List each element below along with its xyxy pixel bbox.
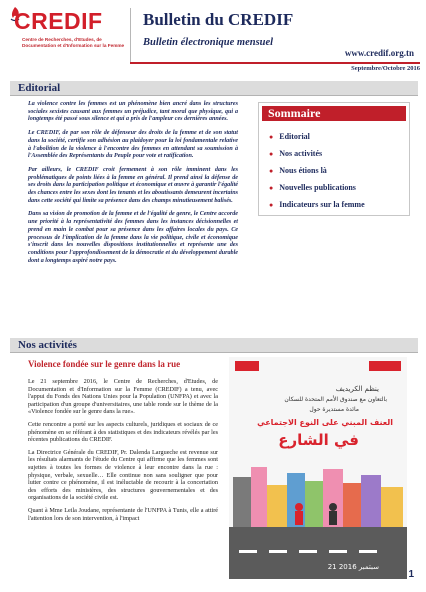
bullet-icon: ● xyxy=(269,201,274,209)
poster-line1: ينظم الكريديف xyxy=(335,385,379,393)
sommaire-item-etions-la[interactable] xyxy=(269,166,365,183)
sommaire-item-indicateurs[interactable] xyxy=(269,200,365,217)
bulletin-title: Bulletin du CREDIF xyxy=(143,10,294,29)
activites-body xyxy=(28,378,218,527)
bullet-icon: ● xyxy=(269,167,274,175)
poster-title1: العنف المبني على النوع الاجتماعي xyxy=(257,418,393,427)
article-title: Violence fondée sur le genre dans la rue xyxy=(28,359,181,369)
editorial-body xyxy=(28,101,238,271)
credif-poster-logo-icon xyxy=(369,361,401,371)
activites-section-bar xyxy=(10,338,418,353)
poster-line2: بالتعاون مع صندوق الأمم المتحدة للسكان xyxy=(284,396,387,403)
editorial-heading: Editorial xyxy=(18,82,61,94)
article-paragraph: Cette rencontre a porté sur les aspects culturels, juridiques et sociaux de ce phénomène en se référant à des statistiques et des indicateurs révélés par les récentes publications du CREDIF. xyxy=(28,420,218,444)
bullet-icon: ● xyxy=(269,133,274,141)
page-number: 1 xyxy=(408,569,414,580)
issue-date: Septembre/Octobre 2016 xyxy=(351,65,420,72)
poster-line3: مائدة مستديرة حول xyxy=(309,406,359,413)
sommaire-item-activites[interactable] xyxy=(269,149,365,166)
issue-dateline xyxy=(130,62,420,74)
sommaire-item-label: Nos activités xyxy=(279,149,323,158)
header-divider xyxy=(130,8,131,62)
bulletin-header xyxy=(0,0,426,72)
editorial-paragraph: Par ailleurs, le CREDIF croit fermement à son rôle imminent dans les problématiques de points liées à la femme en général. Il prend ainsi la défense de ses droits dans la participation politique et économique et œuvre à garantir l'égalité des chances entre les sexes dont les tenants et les aboutissants demeurent incertains dans cette société qui limite sa présence dans des champs minutieusement balisés. xyxy=(28,166,238,204)
poster-date: 21 سبتمبر 2016 xyxy=(327,563,379,571)
editorial-paragraph: Le CREDIF, de par son rôle de défenseur des droits de la femme et de son statut dans la société, certifie son adhésion au plaidoyer pour la loi fondamentale relative à l'abolition de la violence à l'encontre des femmes en attendant sa soumission à l'Assemblée des Représentants du Peuple pour vote et ratification. xyxy=(28,130,238,160)
site-url-link[interactable]: www.credif.org.tn xyxy=(344,48,414,58)
sommaire-header xyxy=(262,106,406,121)
article-paragraph: La Directrice Générale du CREDIF, Pr. Dalenda Largueche est revenue sur les résultats alarmants de l'étude du Centre qui affirme que les femmes sont sujettes à toutes les formes de violence à leur encontre dans la rue : physique, verbale, sexuelle… Elle continue non sans souligner que pour lutter contre ce phénomène, il est inéluctable de recourir à la concertation des efforts des ministères, des structures gouvernementales et des organisations de la société civile est. xyxy=(28,448,218,502)
sommaire-item-label: Editorial xyxy=(279,132,310,141)
sommaire-item-label: Nouvelles publications xyxy=(279,183,356,192)
bullet-icon: ● xyxy=(269,184,274,192)
article-paragraph: Quant à Mme Leila Joudane, représentante de l'UNFPA à Tunis, elle a attiré l'attention lors de son intervention, à l'impact xyxy=(28,506,218,522)
logo-subtitle: Centre de Recherches, d'Etudes, de Documentation et d'Information sur la Femme xyxy=(22,37,125,48)
sommaire-item-label: Indicateurs sur la femme xyxy=(279,200,365,209)
bullet-icon: ● xyxy=(269,150,274,158)
editorial-paragraph: La violence contre les femmes est un phénomène bien ancré dans les structures sociales sexistes causant aux femmes un préjudice, tant moral que physique, qui a longtemps été passé sous silence et qui a pris de l'ampleur ces dernières années. xyxy=(28,101,238,123)
editorial-paragraph: Dans sa vision de promotion de la femme et de l'égalité de genre, le Centre accorde une priorité à la représentativité des femmes dans les instances décisionnelles et prend en main le combat pour sa présence dans les affaires locales du pays. Ce processus de l'implication de la femme dans la vie politique, civile et économique s'inscrit dans les nouvelles dispositions institutionnelles et représente une des conditions pour l'approfondissement de la démocratie et du développement durable dont a longtemps aspiré notre pays. xyxy=(28,211,238,264)
unfpa-logo-icon xyxy=(235,361,259,371)
bulletin-subtitle: Bulletin électronique mensuel xyxy=(143,37,274,48)
article-paragraph: Le 21 septembre 2016, le Centre de Recherches, d'Etudes, de Documentation et d'Information sur la Femme (CREDIF) a tenu, avec l'appui du Fonds des Nations Unies pour la Population (UNFPA) et avec la participation d'un groupe d'universitaires, une table ronde sur le thème de la «Violence fondée sur le genre dans la rue». xyxy=(28,378,218,416)
sommaire-item-editorial[interactable] xyxy=(269,132,365,149)
credif-logo xyxy=(6,4,128,68)
editorial-section-bar xyxy=(10,81,418,96)
sommaire-box xyxy=(258,102,410,216)
sommaire-item-publications[interactable] xyxy=(269,183,365,200)
activites-heading: Nos activités xyxy=(18,339,77,351)
poster-title2: في الشارع xyxy=(278,431,359,449)
sommaire-list xyxy=(269,132,365,217)
sommaire-heading: Sommaire xyxy=(268,106,321,120)
event-poster xyxy=(229,357,407,579)
sommaire-item-label: Nous étions là xyxy=(279,166,327,175)
logo-word: CREDIF xyxy=(14,8,103,34)
poster-illustration xyxy=(229,357,407,579)
